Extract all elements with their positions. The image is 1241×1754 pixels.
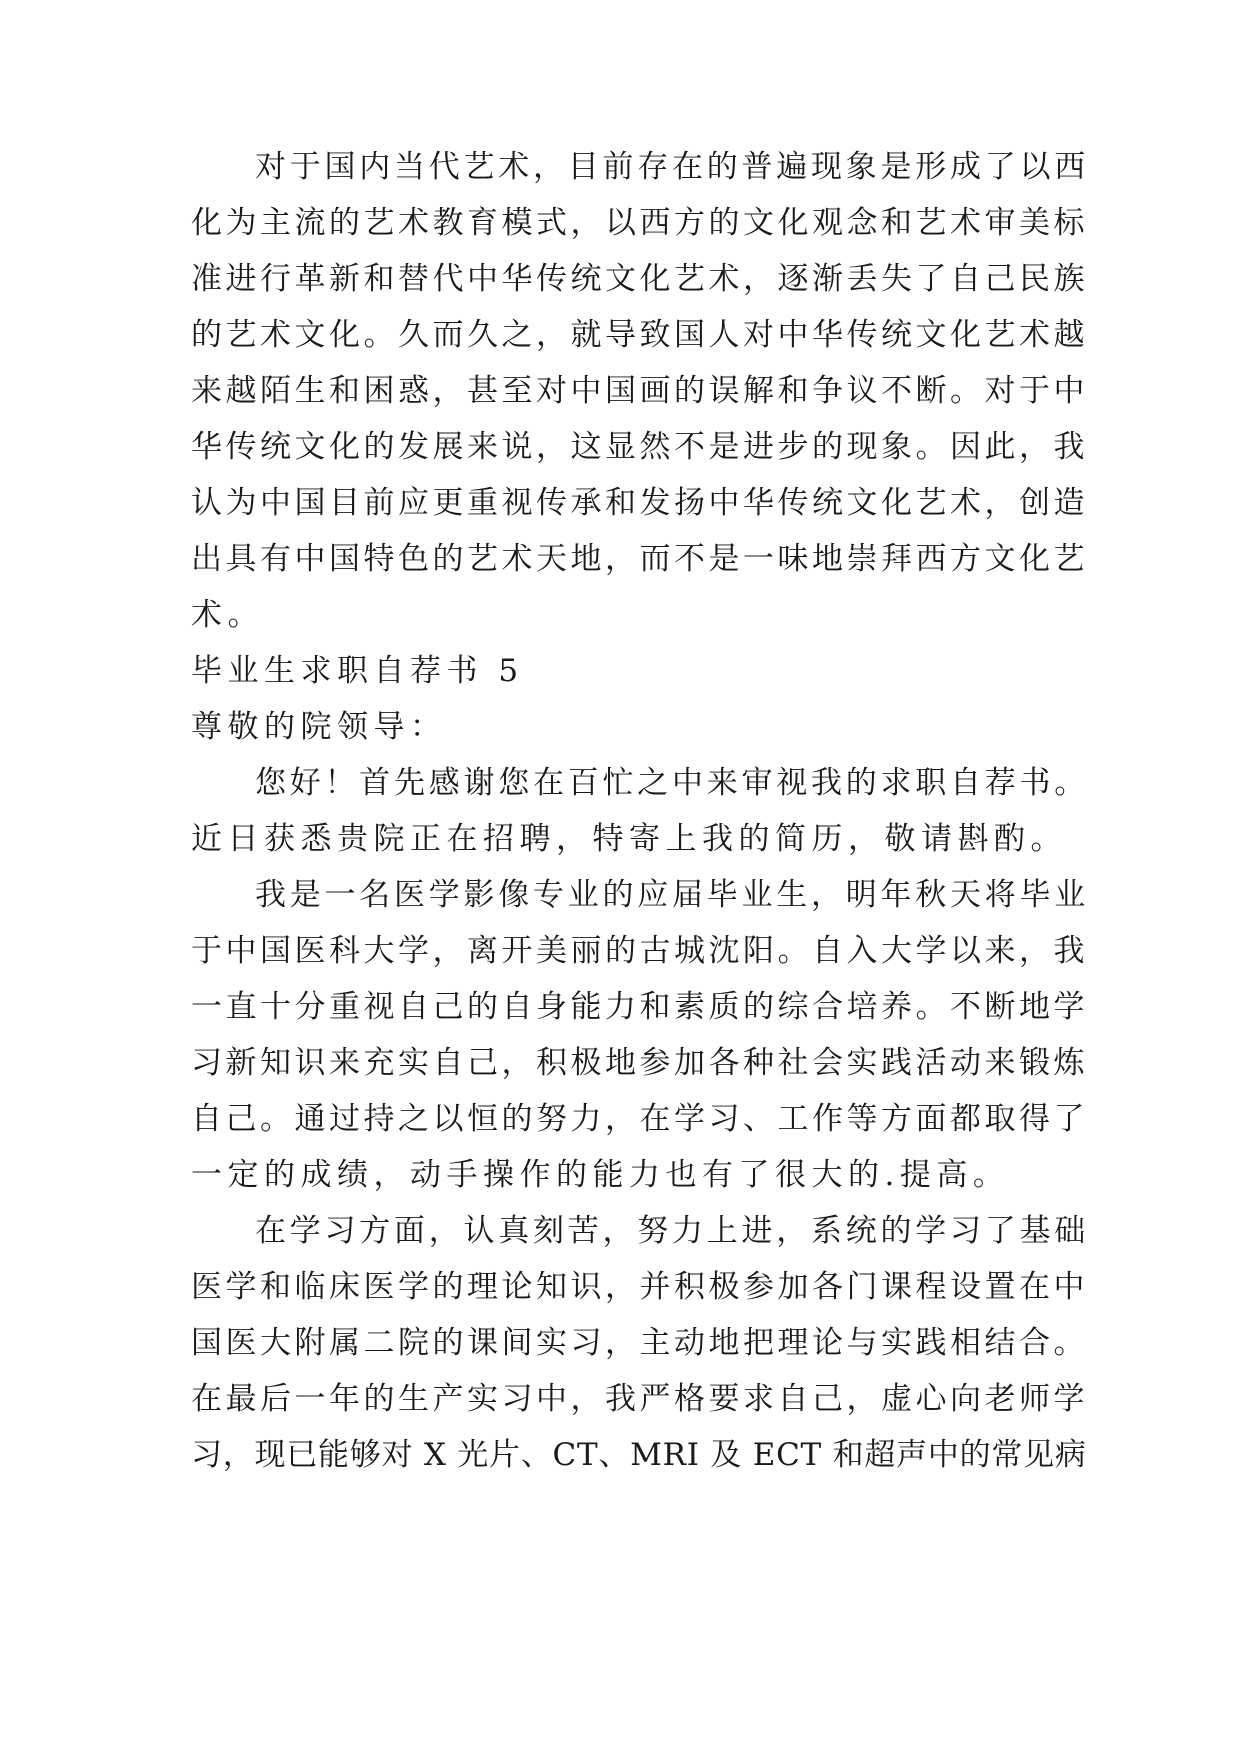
paragraph-line: 华传统文化的发展来说，这显然不是进步的现象。因此，我	[191, 429, 1088, 465]
paragraph-line: 习，现已能够对 X 光片、CT、MRI 及 ECT 和超声中的常见病	[191, 1437, 1087, 1473]
paragraph-line: 出具有中国特色的艺术天地，而不是一味地崇拜西方文化艺	[191, 541, 1088, 577]
paragraph-line: 化为主流的艺术教育模式，以西方的文化观念和艺术审美标	[191, 205, 1088, 241]
paragraph-line: 近日获悉贵院正在招聘，特寄上我的简历，敬请斟酌。	[191, 821, 1067, 857]
letter-salutation: 尊敬的院领导：	[191, 709, 447, 745]
paragraph-line: 于中国医科大学，离开美丽的古城沈阳。自入大学以来，我	[191, 933, 1088, 969]
section-title: 毕业生求职自荐书 5	[191, 653, 524, 689]
paragraph-line: 医学和临床医学的理论知识，并积极参加各门课程设置在中	[191, 1269, 1088, 1305]
paragraph-line: 一直十分重视自己的自身能力和素质的综合培养。不断地学	[191, 989, 1088, 1025]
paragraph-line: 对于国内当代艺术，目前存在的普遍现象是形成了以西	[255, 149, 1089, 185]
paragraph-line: 的艺术文化。久而久之，就导致国人对中华传统文化艺术越	[191, 317, 1088, 353]
paragraph-line: 准进行革新和替代中华传统文化艺术，逐渐丢失了自己民族	[191, 261, 1088, 297]
paragraph-line: 我是一名医学影像专业的应届毕业生，明年秋天将毕业	[255, 877, 1089, 913]
paragraph-line: 国医大附属二院的课间实习，主动地把理论与实践相结合。	[191, 1325, 1088, 1361]
paragraph-line: 来越陌生和困惑，甚至对中国画的误解和争议不断。对于中	[191, 373, 1088, 409]
paragraph-line: 您好！首先感谢您在百忙之中来审视我的求职自荐书。	[255, 765, 1089, 801]
paragraph-line: 术。	[191, 597, 264, 633]
paragraph-line: 在学习方面，认真刻苦，努力上进，系统的学习了基础	[255, 1213, 1089, 1249]
paragraph-line: 一定的成绩，动手操作的能力也有了很大的.提高。	[191, 1157, 1010, 1193]
paragraph-line: 自己。通过持之以恒的努力，在学习、工作等方面都取得了	[191, 1101, 1088, 1137]
paragraph-line: 认为中国目前应更重视传承和发扬中华传统文化艺术，创造	[191, 485, 1088, 521]
paragraph-line: 在最后一年的生产实习中，我严格要求自己，虚心向老师学	[191, 1381, 1088, 1417]
paragraph-line: 习新知识来充实自己，积极地参加各种社会实践活动来锻炼	[191, 1045, 1088, 1081]
